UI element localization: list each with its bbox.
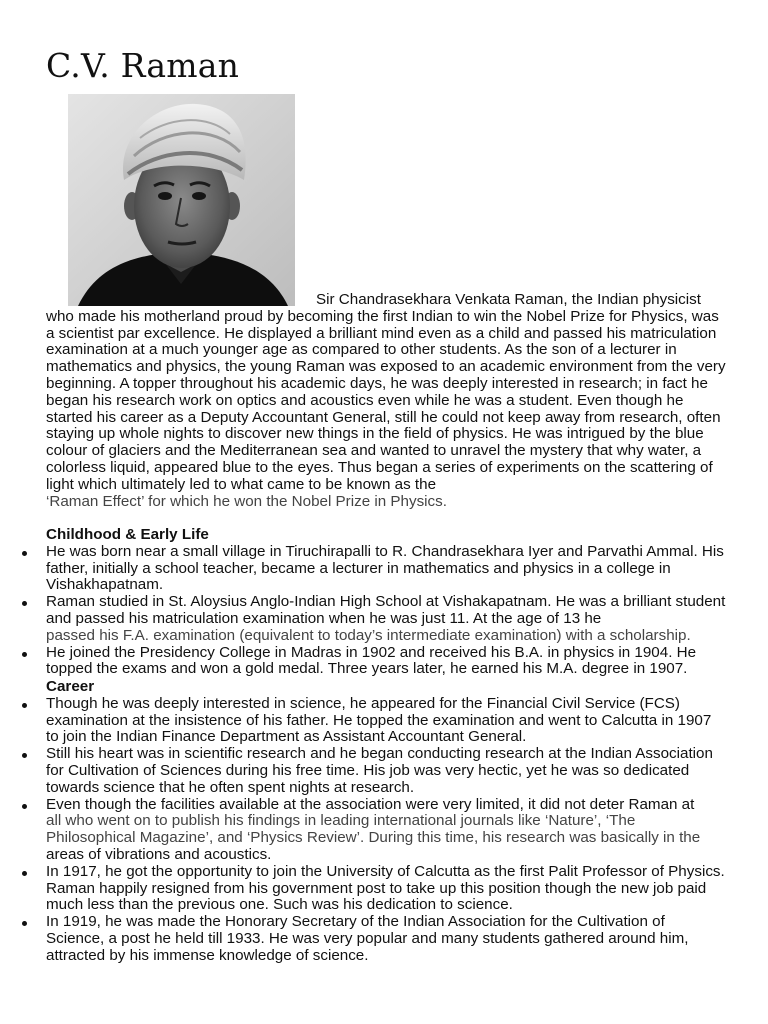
list-item-text: He joined the Presidency College in Madras in 1902 and received his B.A. in physics in 1904. He topped the exams and won a gold medal. Three years later, he earned his M.A. degree in 1907.: [46, 643, 697, 678]
list-item-text: Raman studied in St. Aloysius Anglo-Indian High School at Vishakapatnam. He was a brilliant student and passed his matriculation examination when he was just 11. At the age of 13 he: [46, 593, 726, 627]
intro-paragraph: [46, 292, 726, 510]
childhood-heading: Childhood & Early Life: [46, 526, 209, 543]
list-item-text: In 1917, he got the opportunity to join the University of Calcutta as the first Palit Professor of Physics. Raman happily resigned from his government post to take up this position though the new job paid much less than the previous one. Such was his dedication to science.: [46, 862, 725, 914]
list-item-text-end: areas of vibrations and acoustics.: [46, 845, 272, 863]
list-item-text: Though he was deeply interested in science, he appeared for the Financial Civil Service (FCS) examination at the insistence of his father. He topped the examination and went to Calcutta in 1907 to join the Indian Finance Department as Assistant Accountant General.: [46, 694, 712, 746]
list-item-text-tail: passed his F.A. examination (equivalent to today’s intermediate examination) with a scholarship.: [46, 626, 691, 644]
portrait-photo: [68, 94, 295, 306]
intro-first-line: Sir Chandrasekhara Venkata Raman, the Indian physicist: [316, 291, 701, 308]
list-item: [46, 594, 726, 644]
list-item-text: He was born near a small village in Tiruchirapalli to R. Chandrasekhara Iyer and Parvathi Ammal. His father, initially a school teacher, became a lecturer in mathematics and physics in a college in Vishakhapatnam.: [46, 542, 724, 594]
list-item-text: Even though the facilities available at the association were very limited, it did not deter Raman at: [46, 795, 695, 813]
list-item-text: Still his heart was in scientific research and he began conducting research at the Indian Association for Cultivation of Sciences during his free time. His job was very hectic, yet he was so dedicated towards science that he often spent nights at research.: [46, 745, 713, 796]
portrait-image: [68, 94, 295, 306]
list-item-text: In 1919, he was made the Honorary Secretary of the Indian Association for the Cultivation of Science, a post he held till 1933. He was very popular and many students gathered around him, attracted by his immense knowledge of science.: [46, 913, 689, 964]
list-item: [46, 864, 726, 914]
list-item-text-tail: all who went on to publish his findings in leading international journals like ‘Nature’, ‘The Philosophical Magazine’, and ‘Physics Review’. During this time, his research was basically in the: [46, 812, 701, 847]
intro-tail: ‘Raman Effect’ for which he won the Nobel Prize in Physics.: [46, 492, 447, 510]
list-item: [46, 746, 726, 796]
list-item: [46, 696, 726, 746]
list-item: [46, 544, 726, 594]
page-title: C.V. Raman: [46, 46, 240, 85]
childhood-list: [46, 544, 726, 678]
intro-body: who made his motherland proud by becoming the first Indian to win the Nobel Prize for Physics, was a scientist par excellence. He displayed a brilliant mind even as a child and passed his matriculation examination at a much younger age as compared to other students. As the son of a lecturer in mathematics and physics, the young Raman was exposed to an academic environment from the very beginning. A topper throughout his academic days, he was deeply interested in research; in fact he began his research work on optics and acoustics even while he was a student. Even though he started his career as a Deputy Accountant General, still he could not keep away from research, often staying up whole nights to discover new things in the field of physics. He was intrigued by the blue colour of glaciers and the Mediterranean sea and wanted to unravel the mystery that why water, a colorless liquid, appeared blue to the eyes. Thus began a series of experiments on the scattering of light which ultimately led to what came to be known as the: [46, 307, 726, 493]
list-item: [46, 914, 726, 964]
list-item: [46, 797, 726, 864]
career-heading: Career: [46, 678, 95, 695]
career-list: [46, 696, 726, 965]
childhood-section: [46, 527, 726, 678]
list-item: [46, 645, 726, 679]
career-section: [46, 679, 726, 965]
